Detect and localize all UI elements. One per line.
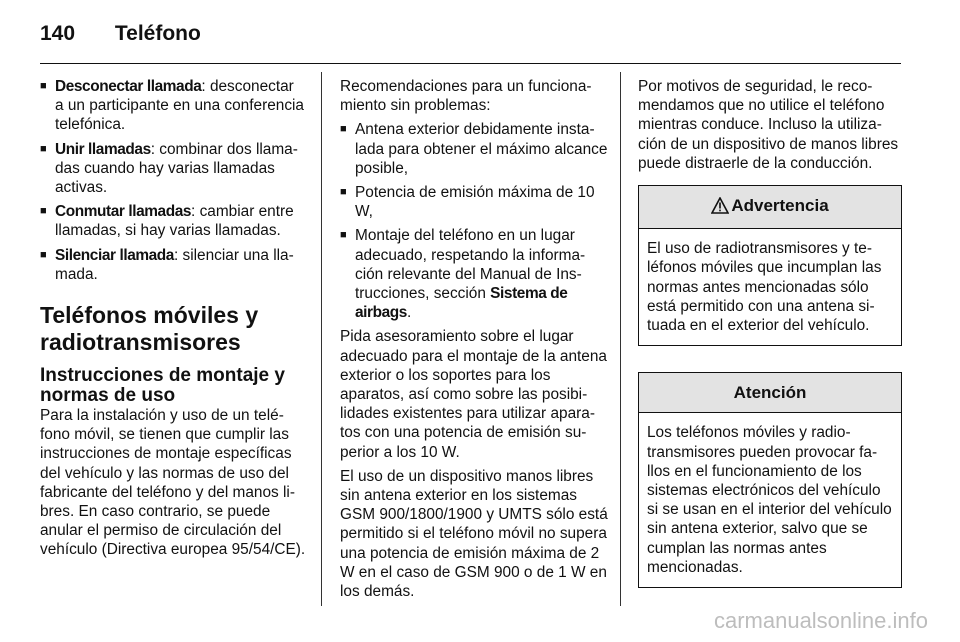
attention-box (638, 372, 902, 588)
body-paragraph: Por motivos de seguridad, le recomendamos que no utilice el teléfono mientras conduce. Incluso la utilización de un dispositivo de manos libres puede distraerle de la conducción. (638, 78, 899, 172)
list-item: ■ Potencia de emisión máxima de 10 W, (340, 183, 608, 221)
subsection-title: Instrucciones de montaje y normas de uso (40, 365, 285, 407)
body-paragraph: Para la instalación y uso de un teléfono móvil, se tienen que cumplir las instrucciones de montaje específicas del vehículo y las normas de uso del fabricante del teléfono y del manos libres. En caso contrario, se puede anular el permiso de circulación del vehículo (Directiva europea 95/54/CE). (40, 407, 306, 559)
column-divider (620, 72, 621, 606)
column-middle (340, 77, 608, 606)
column-left (40, 77, 306, 565)
list-item: ■ Montaje del teléfono en un lugar adecuado, respetando la información relevante del Manual de Instrucciones, sección Sistema de airbags. (340, 226, 608, 322)
watermark: carmanualsonline.info (713, 608, 928, 633)
list-item: ■ Silenciar llamada: silenciar una llamada. (40, 246, 306, 284)
body-paragraph: Recomendaciones para un funcionamiento sin problemas: (340, 78, 592, 115)
body-paragraph: El uso de un dispositivo manos libres sin antena exterior en los sistemas GSM 900/1800/1900 y UMTS sólo está permitido si el teléfono móvil no supera una potencia de emisión máxima de 2 W en el caso de GSM 900 o de 1 W en los demás. (340, 467, 608, 601)
page-number: 140 (40, 22, 76, 45)
attention-title: Atención (639, 373, 901, 413)
header-rule (40, 63, 901, 64)
list-item: ■ Desconectar llamada: desconectar a un participante en una conferencia telefónica. (40, 77, 306, 135)
list-item: ■ Conmutar llamadas: cambiar entre llamadas, si hay varias llamadas. (40, 202, 306, 240)
column-divider (321, 72, 322, 606)
warning-title: Advertencia (731, 196, 829, 216)
attention-text: Los teléfonos móviles y radiotransmisores pueden provocar fallos en el funcionamiento de los sistemas electrónicos del vehículo si se usan en el interior del vehículo sin antena exterior, salvo que se cumplan las normas antes mencionadas. (647, 424, 892, 576)
body-paragraph: Pida asesoramiento sobre el lugar adecuado para el montaje de la antena exterior o los soportes para los aparatos, así como sobre las posibilidades existentes para utilizar aparatos con una potencia de emisión superior a los 10 W. (340, 328, 607, 461)
recommendations-list (340, 120, 608, 322)
cross-reference: Sistema de airbags (355, 285, 568, 322)
warning-text: El uso de radiotransmisores y teléfonos móviles que incumplan las normas antes mencionadas sólo está permitido con una antena situada en el exterior del vehículo. (647, 240, 882, 335)
call-options-list (40, 77, 306, 284)
warning-box (638, 185, 902, 346)
page-header (40, 22, 201, 46)
page-title: Teléfono (114, 22, 201, 45)
list-item: ■ Antena exterior debidamente instalada para obtener el máximo alcance posible, (340, 120, 608, 178)
column-right (638, 77, 902, 614)
warning-header (639, 186, 901, 229)
warning-triangle-icon (711, 197, 729, 218)
section-title: Teléfonos móviles y radiotransmisores (40, 302, 259, 356)
list-item: ■ Unir llamadas: combinar dos llamadas cuando hay varias llamadas activas. (40, 140, 306, 198)
